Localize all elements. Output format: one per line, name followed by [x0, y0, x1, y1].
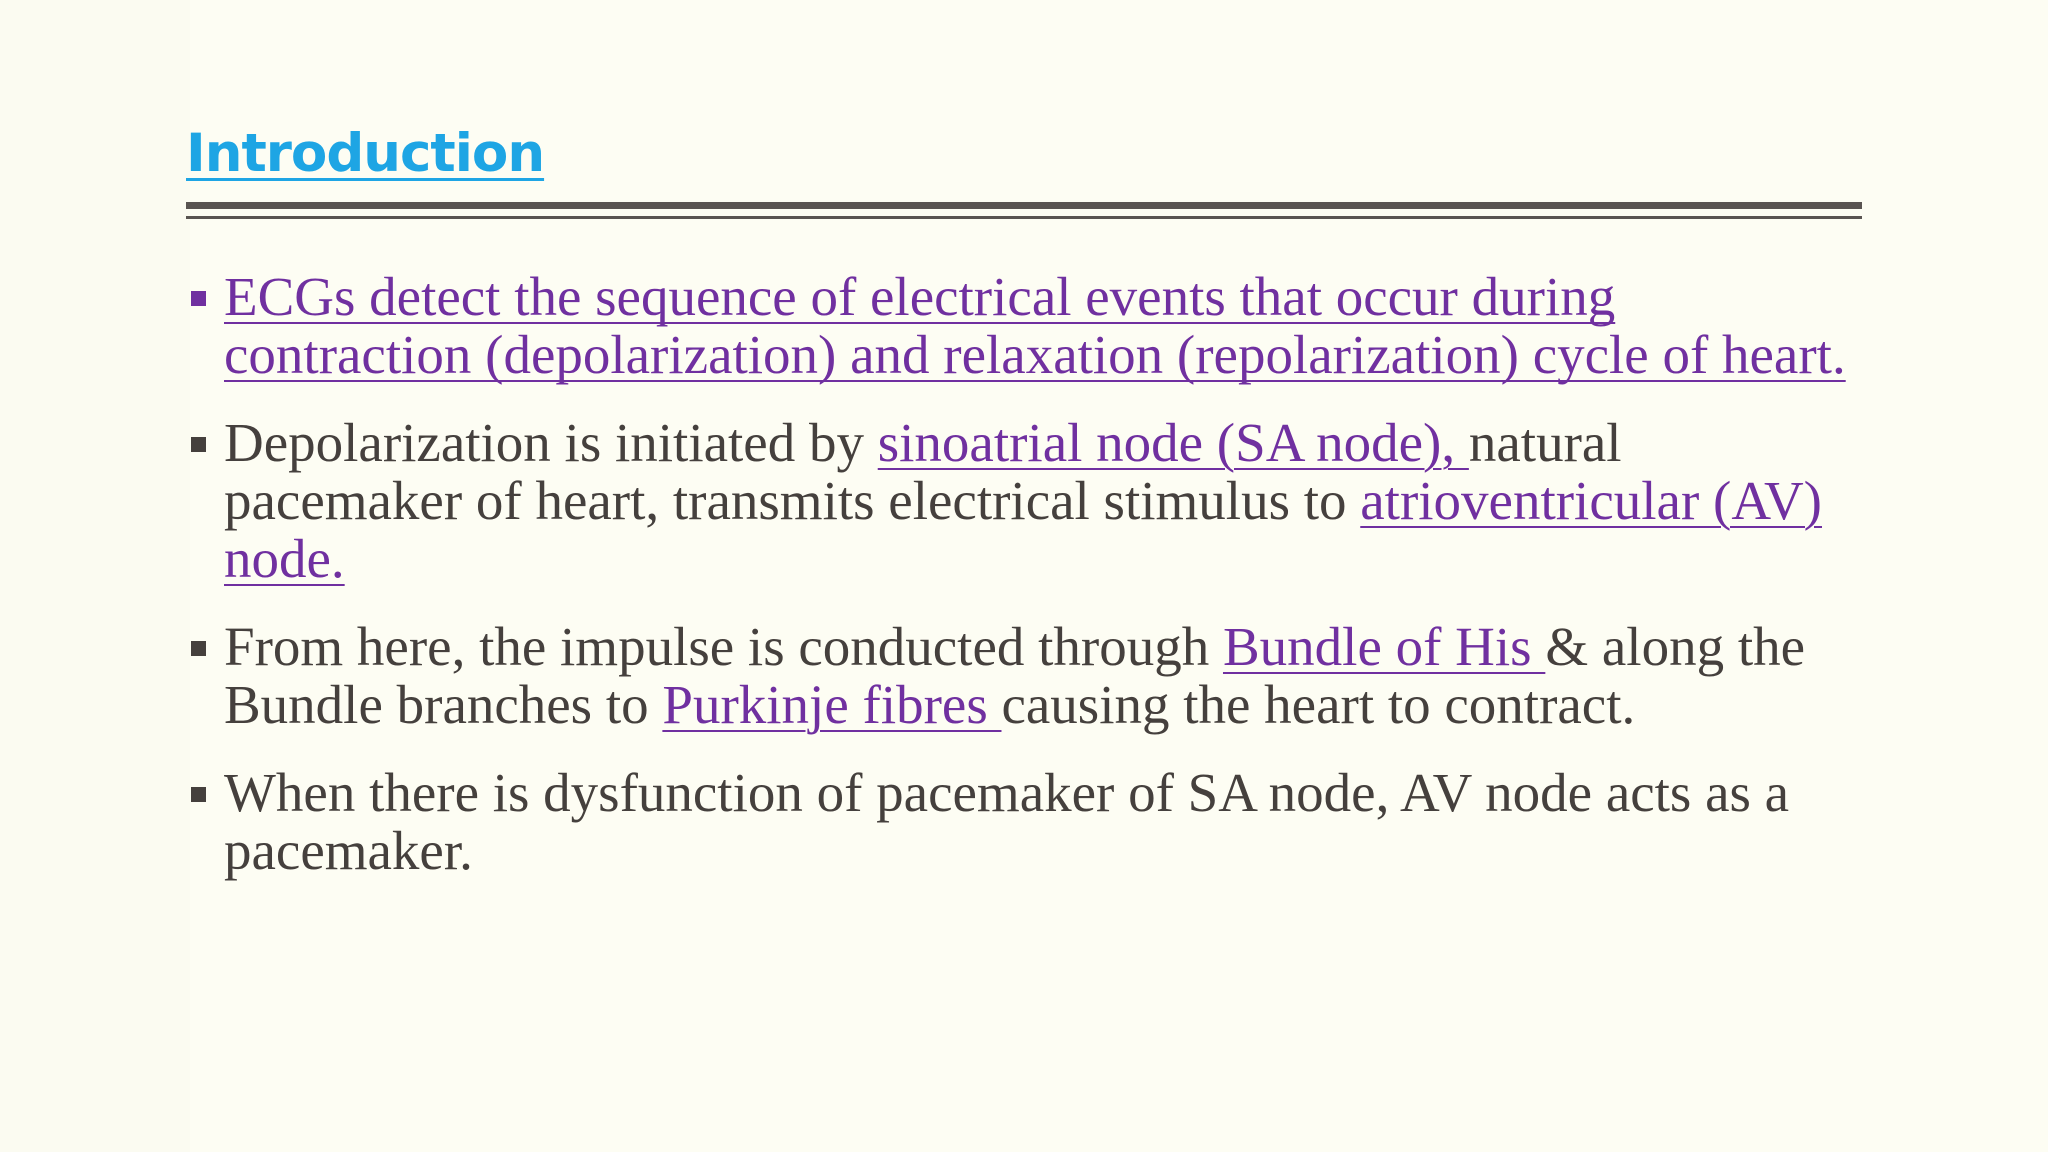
depolarization-text-start: Depolarization is initiated by [224, 412, 878, 473]
sa-node-link[interactable]: sinoatrial node (SA node), [877, 412, 1469, 473]
square-bullet-icon [191, 291, 206, 306]
bullet-list [188, 268, 1868, 910]
square-bullet-icon [191, 787, 206, 802]
bullet-av-node-pacemaker [188, 764, 1868, 880]
impulse-text-end: causing the heart to contract. [1001, 674, 1636, 735]
purkinje-fibres-link[interactable]: Purkinje fibres [662, 674, 1002, 735]
ecg-sequence-link[interactable]: ECGs detect the sequence of electrical events that occur during contraction (depolarization) and relaxation (repolarization) cycle of heart. [224, 266, 1846, 385]
slide-title[interactable]: Introduction [186, 123, 545, 184]
bullet-depolarization [188, 414, 1868, 588]
bullet-impulse-conduction [188, 618, 1868, 734]
bullet-ecg-sequence [188, 268, 1868, 384]
square-bullet-icon [191, 437, 206, 452]
depolarization-text-middle: natural pacemaker of heart, transmits electrical stimulus to [224, 412, 1622, 531]
impulse-text-start: From here, the impulse is conducted through [224, 616, 1223, 677]
square-bullet-icon [191, 641, 206, 656]
av-node-link[interactable]: atrioventricular (AV) node. [224, 470, 1822, 589]
title-divider-thick [186, 202, 1862, 209]
av-node-pacemaker-text: When there is dysfunction of pacemaker of SA node, AV node acts as a pacemaker. [224, 762, 1790, 881]
title-divider-thin [186, 216, 1862, 219]
impulse-text-middle: & along the Bundle branches to [224, 616, 1806, 735]
bundle-of-his-link[interactable]: Bundle of His [1222, 616, 1546, 677]
